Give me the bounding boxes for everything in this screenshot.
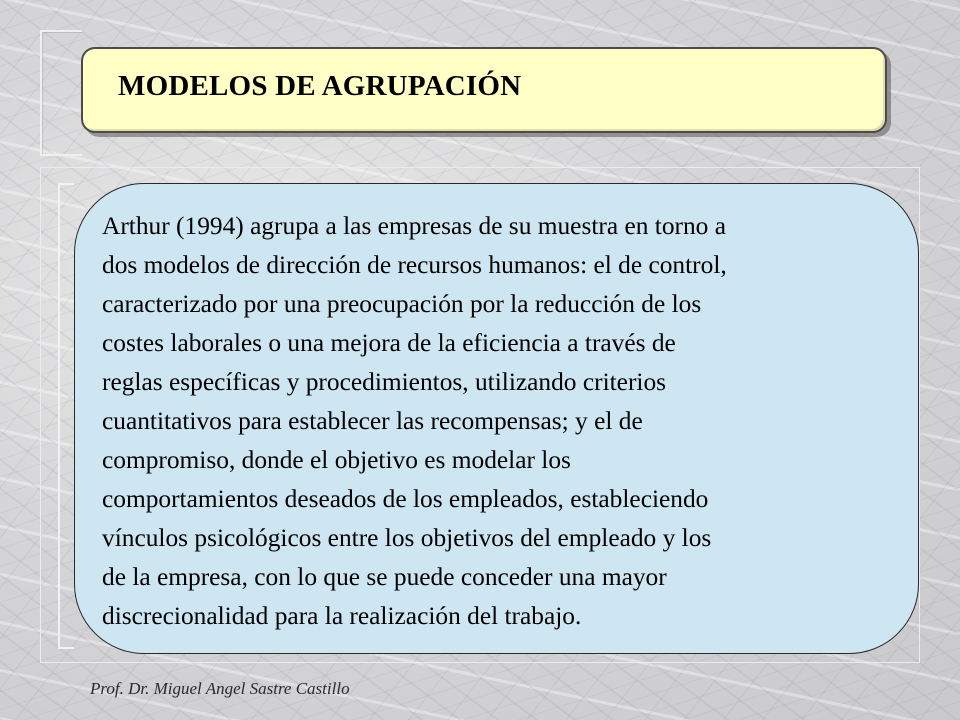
body-line: cuantitativos para establecer las recompensas; y el de [102,407,643,435]
slide-title: MODELOS DE AGRUPACIÓN [118,70,522,102]
body-line: caracterizado por una preocupación por la reducción de los [102,290,702,318]
body-line: Arthur (1994) agrupa a las empresas de su muestra en torno a [102,212,726,240]
body-line: comportamientos deseados de los empleados, estableciendo [102,485,709,513]
content-inner-rule [58,183,74,649]
title-frame-rule [40,30,82,156]
body-line: discrecionalidad para la realización del trabajo. [102,602,582,630]
body-text [102,207,902,636]
body-line: costes laborales o una mejora de la eficiencia a través de [102,329,676,357]
body-line: de la empresa, con lo que se puede conceder una mayor [102,563,667,591]
body-line: vínculos psicológicos entre los objetivos del empleado y los [102,524,712,552]
body-line: compromiso, donde el objetivo es modelar los [102,446,571,474]
footer-author: Prof. Dr. Miguel Angel Sastre Castillo [90,679,350,698]
body-line: dos modelos de dirección de recursos humanos: el de control, [102,251,727,279]
body-line: reglas específicas y procedimientos, utilizando criterios [102,368,667,396]
